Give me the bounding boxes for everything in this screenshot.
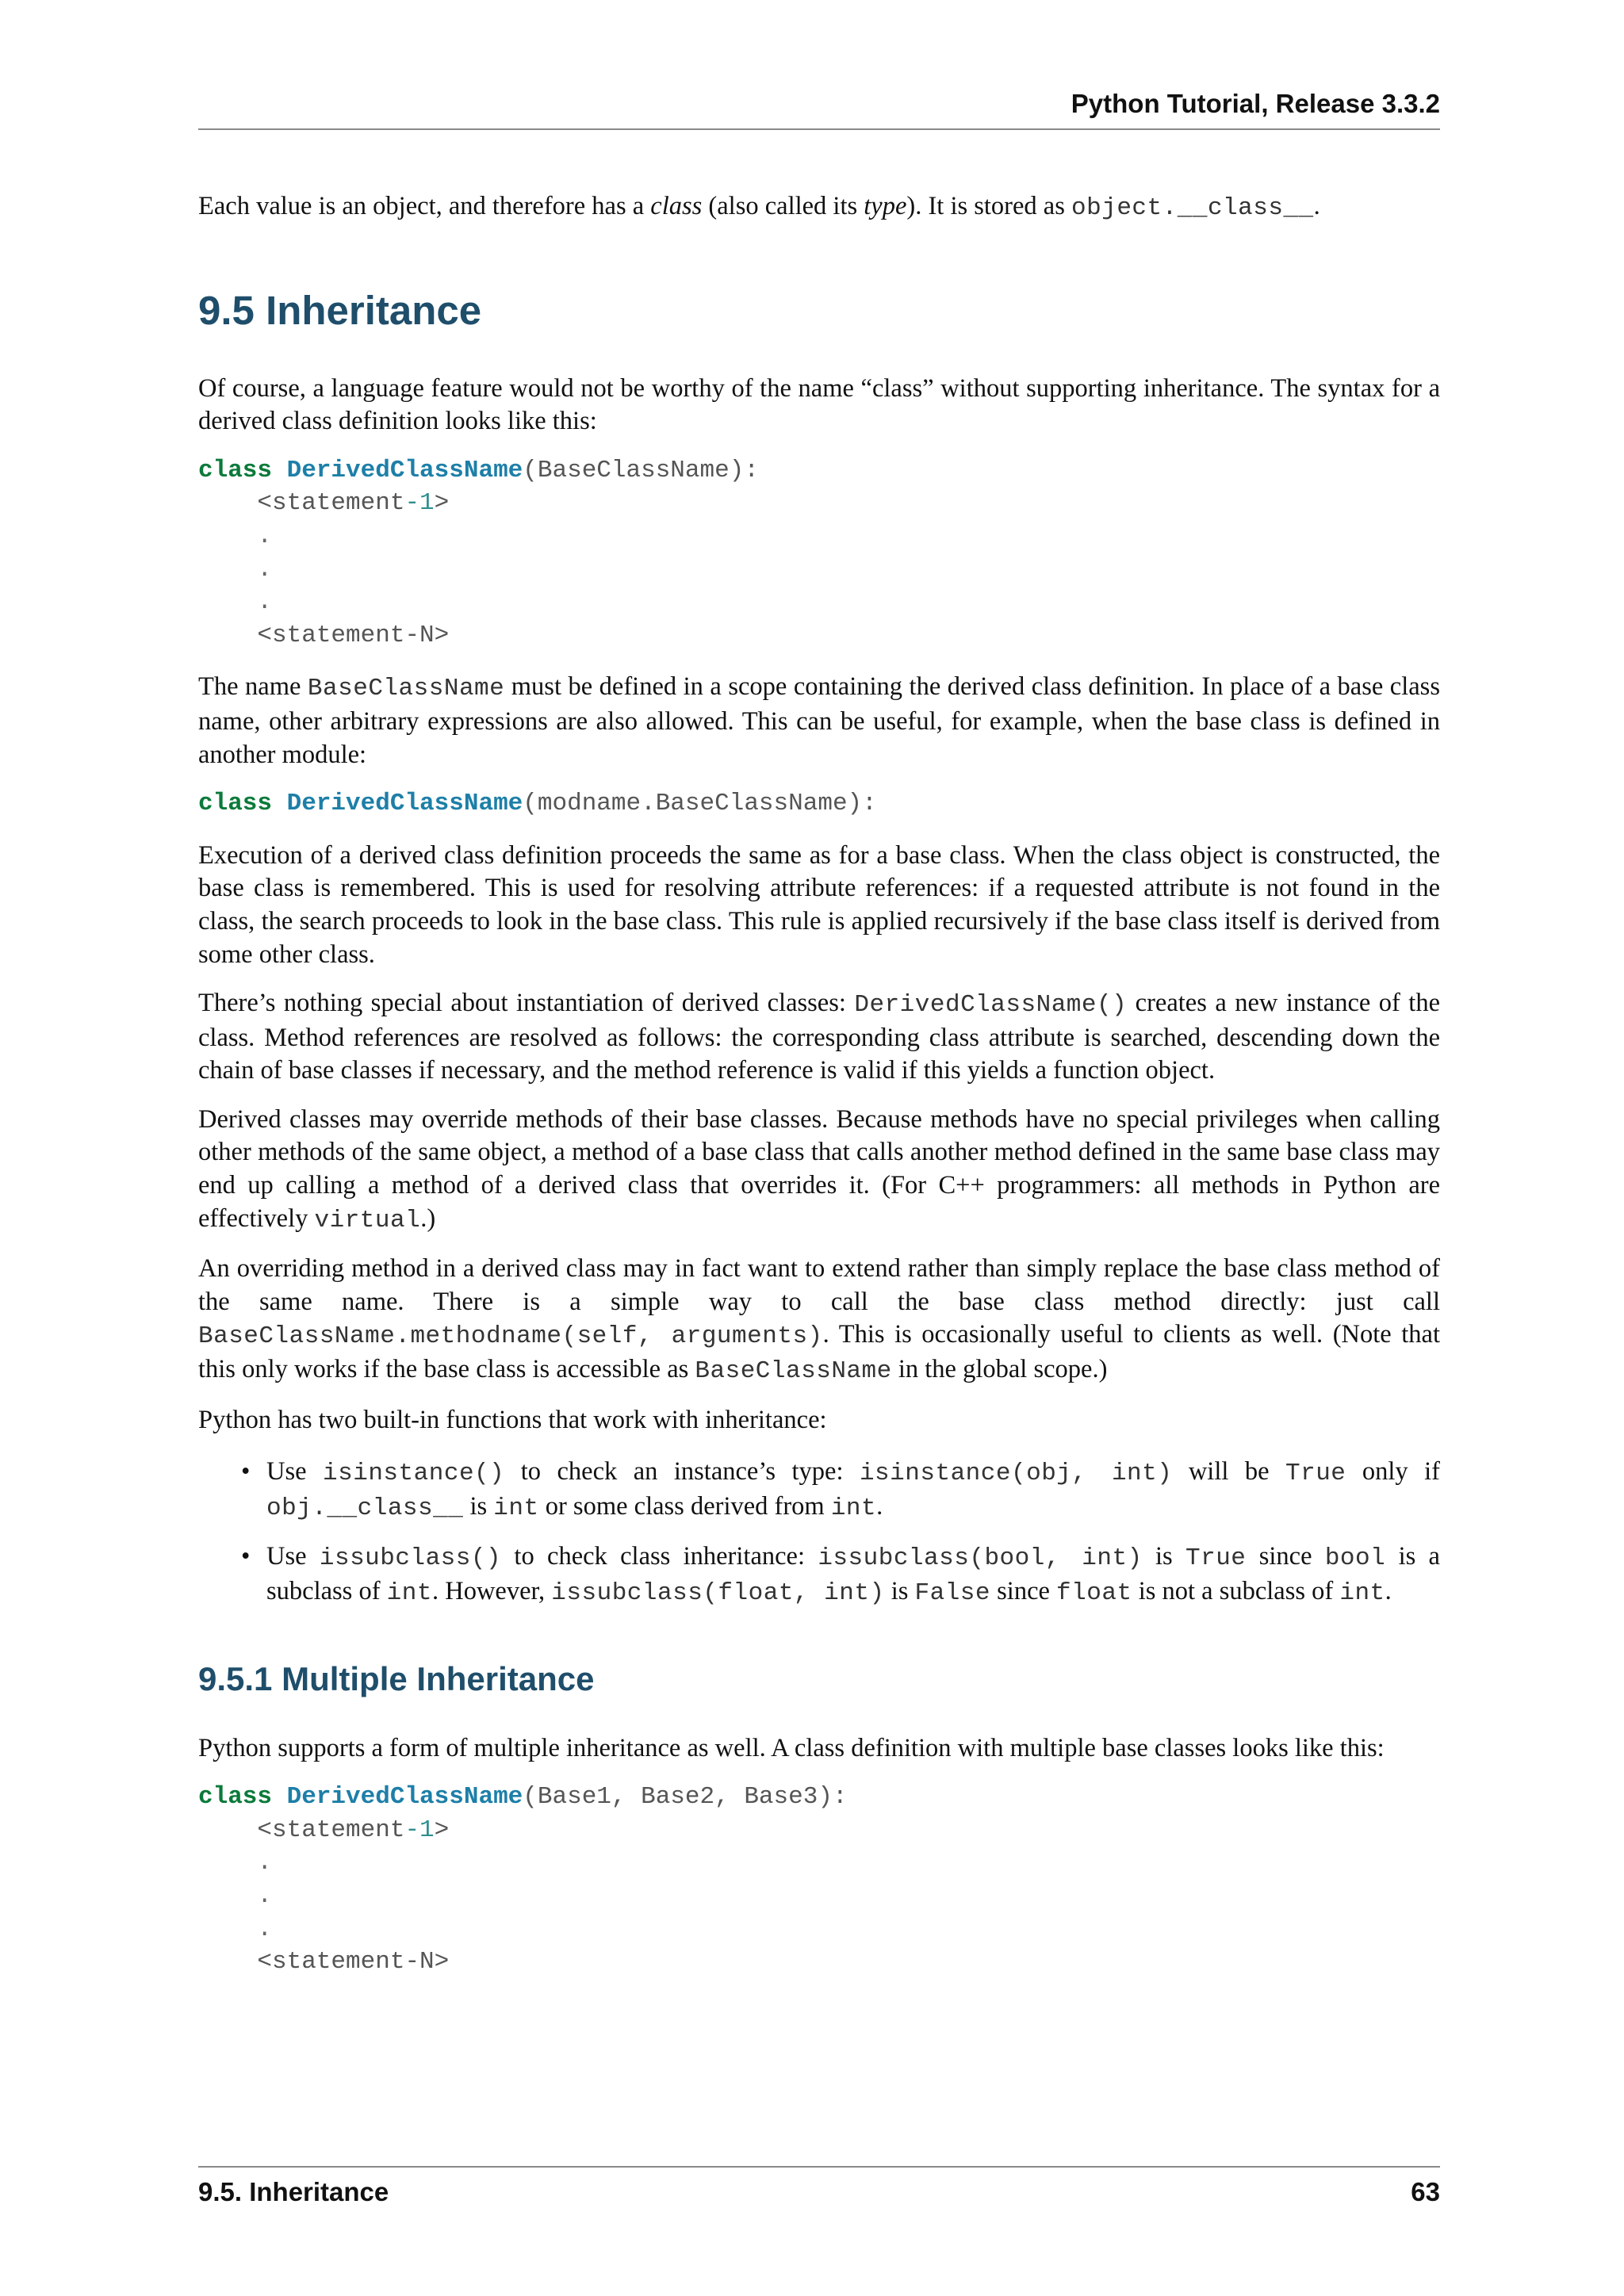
list-text: . <box>1385 1577 1392 1605</box>
code-statement: > <box>434 1948 450 1976</box>
code-args: (Base1, Base2, Base3): <box>523 1783 848 1812</box>
inline-code: int <box>830 1494 877 1522</box>
paragraph-extend <box>198 1253 1440 1387</box>
inline-code: issubclass(bool, int) <box>818 1544 1143 1573</box>
code-block-basic-inheritance <box>198 454 1440 652</box>
inline-code: BaseClassName <box>307 675 505 703</box>
code-statement: -N <box>404 1948 435 1976</box>
paragraph-text: creates a new instance of the class. Method references are resolved as follows: the corresponding class attribute is searched, descending down the chain of base classes if necessary, and the method reference is valid if this yields a function object. <box>198 989 1441 1085</box>
inline-code: int <box>386 1579 432 1607</box>
paragraph-text: in the global scope.) <box>891 1355 1108 1384</box>
inline-code: isinstance() <box>323 1460 505 1488</box>
page-content <box>198 190 1440 1998</box>
code-statement: -N <box>404 621 435 649</box>
intro-emphasis-class: class <box>650 192 703 220</box>
inline-code: True <box>1185 1544 1247 1573</box>
inline-code: bool <box>1324 1544 1386 1573</box>
code-statement-number: -1 <box>404 1816 435 1844</box>
paragraph-execution: Execution of a derived class definition proceeds the same as for a base class. When the class object is constructed, the base class is remembered. This is used for resolving attribute references: if a requested attribute is not found in the class, the search proceeds to look in the base class. This rule is applied recursively if the base class itself is derived from some other class. <box>198 840 1440 969</box>
list-text: is not a subclass of <box>1132 1577 1340 1605</box>
inline-code: BaseClassName <box>695 1357 892 1386</box>
list-text: . However, <box>431 1577 552 1605</box>
inline-code: BaseClassName.methodname(self, arguments) <box>198 1322 823 1351</box>
list-text: Use <box>266 1542 320 1571</box>
bullet-icon: • <box>241 1457 251 1487</box>
list-text: is <box>1142 1542 1185 1571</box>
code-ellipsis-dot: . <box>257 522 273 550</box>
paragraph-text: An overriding method in a derived class may in fact want to extend rather than simply replace the base class method of the same name. There is a simple way to call the base class method directly: just call <box>198 1254 1440 1316</box>
code-statement: > <box>434 1816 450 1844</box>
header-rule <box>198 128 1440 130</box>
paragraph-syntax-intro: Of course, a language feature would not be worthy of the name “class” without supporting inheritance. The syntax for a derived class definition looks like this: <box>198 373 1440 436</box>
running-header: Python Tutorial, Release 3.3.2 <box>1071 89 1440 118</box>
builtin-functions-list <box>198 1456 1440 1609</box>
code-statement: <statement <box>257 1948 405 1976</box>
code-ellipsis-dot: . <box>257 1915 273 1943</box>
list-text: is <box>463 1491 494 1521</box>
inline-code: isinstance(obj, int) <box>859 1460 1173 1488</box>
inline-code: int <box>1339 1579 1385 1607</box>
code-statement: > <box>434 489 450 518</box>
paragraph-instantiation <box>198 987 1440 1088</box>
subsection-heading: 9.5.1 Multiple Inheritance <box>198 1659 595 1697</box>
intro-emphasis-type: type <box>864 192 907 220</box>
inline-code: obj.__class__ <box>266 1494 464 1522</box>
paragraph-text: There’s nothing special about instantiation of derived classes: <box>198 989 855 1018</box>
footer-rule <box>198 2166 1440 2168</box>
paragraph-builtins: Python has two built-in functions that work with inheritance: <box>198 1405 827 1434</box>
paragraph-override <box>198 1104 1440 1237</box>
code-class-name: DerivedClassName <box>286 1783 523 1812</box>
code-keyword: class <box>198 1783 273 1812</box>
code-ellipsis-dot: . <box>257 555 273 584</box>
footer-section-title: 9.5. Inheritance <box>198 2177 389 2206</box>
code-statement: > <box>434 621 450 649</box>
inline-code: int <box>493 1494 539 1522</box>
code-statement: <statement <box>257 621 405 649</box>
code-ellipsis-dot: . <box>257 588 273 617</box>
code-keyword: class <box>198 456 273 484</box>
list-item-issubclass <box>241 1540 1440 1609</box>
paragraph-base-name <box>198 671 1440 771</box>
section-heading: 9.5 Inheritance <box>198 287 482 333</box>
paragraph-text: .) <box>420 1203 436 1233</box>
code-args: (BaseClassName): <box>523 456 759 484</box>
list-text: since <box>990 1577 1057 1605</box>
paragraph-text: The name <box>198 672 308 702</box>
code-statement: <statement <box>257 489 405 518</box>
inline-code: virtual <box>314 1206 421 1234</box>
intro-text: . <box>1313 192 1320 220</box>
code-class-name: DerivedClassName <box>286 456 523 484</box>
inline-code: float <box>1056 1579 1132 1607</box>
code-block-multiple-inheritance <box>198 1781 1440 1979</box>
code-args: (modname.BaseClassName): <box>523 790 877 818</box>
bullet-icon: • <box>241 1542 251 1571</box>
intro-text: (also called its <box>702 192 864 220</box>
code-block-module-base <box>198 787 1440 821</box>
code-statement-number: -1 <box>404 489 435 518</box>
paragraph-text: must be defined in a scope containing the derived class definition. In place of a base class name, other arbitrary expressions are also allowed. This can be useful, for example, when the base class is defined in another module: <box>198 672 1440 769</box>
list-text: since <box>1246 1542 1325 1571</box>
list-text: will be <box>1172 1457 1285 1487</box>
code-class-name: DerivedClassName <box>286 790 523 818</box>
intro-paragraph <box>198 190 1440 225</box>
page-number: 63 <box>1411 2177 1440 2206</box>
list-text: to check an instance’s type: <box>504 1457 860 1487</box>
code-statement: <statement <box>257 1816 405 1844</box>
list-text: . <box>876 1491 883 1521</box>
inline-code: True <box>1285 1460 1346 1488</box>
code-ellipsis-dot: . <box>257 1881 273 1910</box>
list-text: only if <box>1346 1457 1440 1487</box>
inline-code: DerivedClassName() <box>854 991 1128 1020</box>
paragraph-text: Derived classes may override methods of their base classes. Because methods have no special privileges when calling other methods of the same object, a method of a base class that calls another method defined in the same base class may end up calling a method of a derived class that overrides it. (For C++ programmers: all methods in Python are effectively <box>198 1104 1440 1233</box>
list-text: is <box>884 1577 915 1605</box>
list-text: to check class inheritance: <box>501 1542 818 1571</box>
intro-text: ). It is stored as <box>906 192 1072 220</box>
paragraph-text: . This is occasionally useful to clients as well. (Note that this only works if the base class is accessible as <box>198 1320 1440 1384</box>
code-ellipsis-dot: . <box>257 1849 273 1877</box>
list-item-isinstance <box>241 1456 1440 1525</box>
inline-code: issubclass() <box>319 1544 502 1573</box>
inline-code: issubclass(float, int) <box>551 1579 885 1607</box>
list-text: is a subclass of <box>266 1542 1440 1605</box>
intro-text: Each value is an object, and therefore has a <box>198 192 651 220</box>
list-text: Use <box>266 1457 324 1487</box>
paragraph-multiple: Python supports a form of multiple inheritance as well. A class definition with multiple base classes looks like this: <box>198 1733 1385 1762</box>
code-keyword: class <box>198 790 273 818</box>
inline-code: object.__class__ <box>1071 194 1314 222</box>
inline-code: False <box>914 1579 991 1607</box>
list-text: or some class derived from <box>538 1491 831 1521</box>
document-page <box>198 0 1440 2296</box>
